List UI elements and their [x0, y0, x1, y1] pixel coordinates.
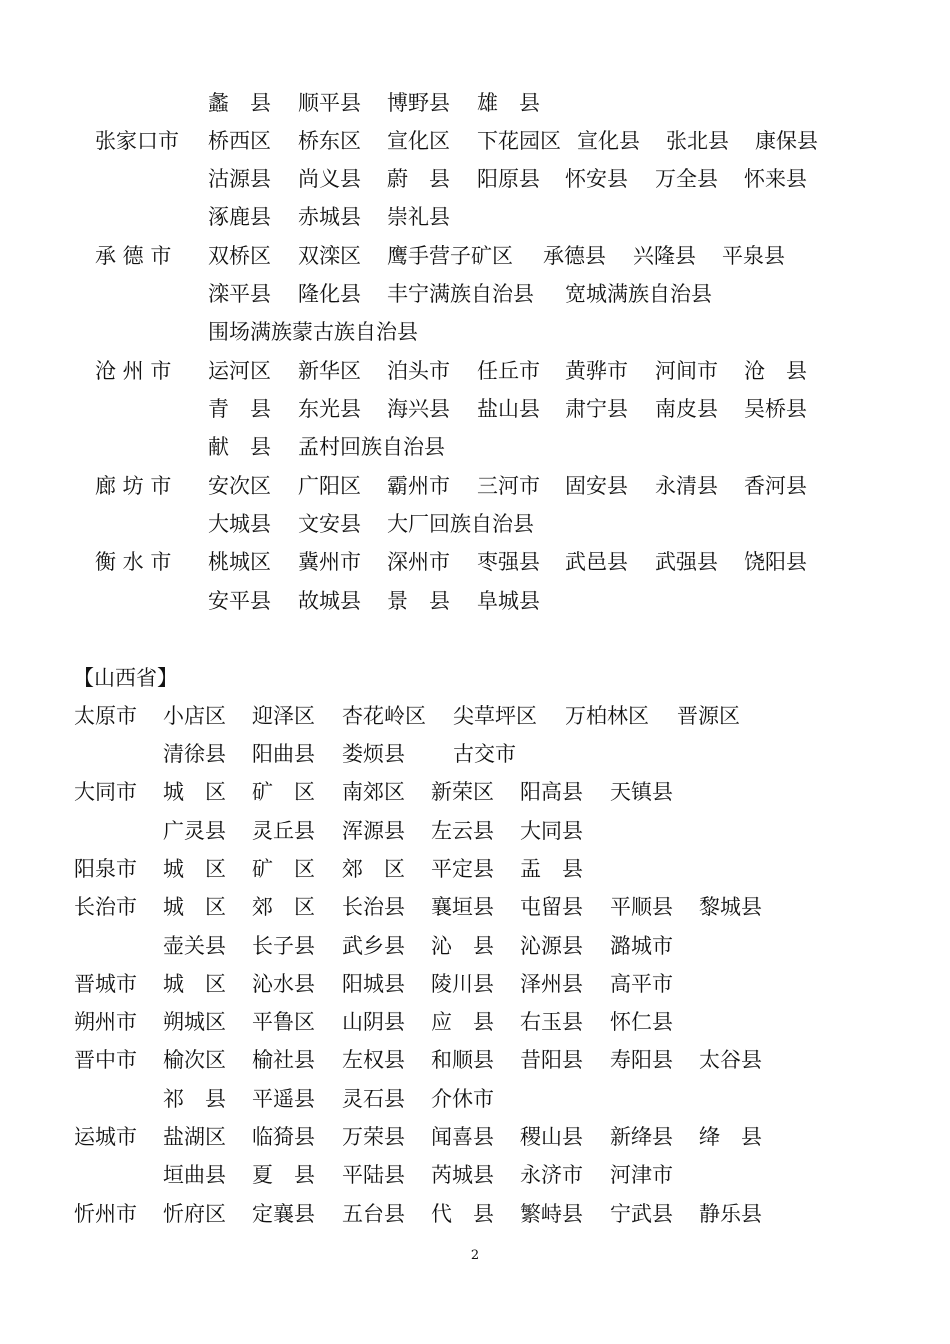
page-number: 2	[470, 1248, 480, 1263]
county-name: 夏 县	[252, 1163, 315, 1187]
county-name: 南郊区	[342, 780, 405, 804]
county-name: 盐湖区	[163, 1125, 226, 1149]
county-name: 河间市	[655, 359, 718, 383]
county-name: 静乐县	[699, 1202, 762, 1226]
county-name: 宽城满族自治县	[565, 282, 712, 306]
county-name: 广阳区	[298, 474, 361, 498]
county-name: 景 县	[387, 589, 450, 613]
city-name: 太原市	[74, 704, 137, 728]
county-name: 怀仁县	[610, 1010, 673, 1034]
county-name: 尖草坪区	[453, 704, 537, 728]
county-name: 迎泽区	[252, 704, 315, 728]
county-name: 河津市	[610, 1163, 673, 1187]
county-name: 故城县	[298, 589, 361, 613]
county-name: 宣化区	[387, 129, 450, 153]
county-name: 深州市	[387, 550, 450, 574]
county-name: 新荣区	[431, 780, 494, 804]
county-name: 双滦区	[298, 244, 361, 268]
county-name: 大同县	[520, 819, 583, 843]
county-name: 晋源区	[677, 704, 740, 728]
county-name: 和顺县	[431, 1048, 494, 1072]
county-name: 围场满族蒙古族自治县	[208, 320, 418, 344]
county-name: 枣强县	[477, 550, 540, 574]
county-name: 杏花岭区	[342, 704, 426, 728]
county-name: 桃城区	[208, 550, 271, 574]
county-name: 尚义县	[298, 167, 361, 191]
county-name: 武邑县	[565, 550, 628, 574]
county-name: 双桥区	[208, 244, 271, 268]
county-name: 桥西区	[208, 129, 271, 153]
province-heading: 【山西省】	[73, 666, 178, 690]
county-name: 介休市	[431, 1087, 494, 1111]
county-name: 榆次区	[163, 1048, 226, 1072]
county-name: 鹰手营子矿区	[387, 244, 513, 268]
county-name: 霸州市	[387, 474, 450, 498]
county-name: 祁 县	[163, 1087, 226, 1111]
county-name: 肃宁县	[565, 397, 628, 421]
county-name: 沧 县	[744, 359, 807, 383]
county-name: 忻府区	[163, 1202, 226, 1226]
county-name: 孟村回族自治县	[298, 435, 445, 459]
county-name: 新绛县	[610, 1125, 673, 1149]
county-name: 阜城县	[477, 589, 540, 613]
county-name: 泽州县	[520, 972, 583, 996]
county-name: 怀来县	[744, 167, 807, 191]
county-name: 饶阳县	[744, 550, 807, 574]
county-name: 左云县	[431, 819, 494, 843]
county-name: 安平县	[208, 589, 271, 613]
county-name: 盐山县	[477, 397, 540, 421]
county-name: 榆社县	[252, 1048, 315, 1072]
county-name: 承德县	[543, 244, 606, 268]
city-name: 晋中市	[74, 1048, 137, 1072]
county-name: 新华区	[298, 359, 361, 383]
county-name: 丰宁满族自治县	[387, 282, 534, 306]
city-name: 运城市	[74, 1125, 137, 1149]
county-name: 香河县	[744, 474, 807, 498]
county-name: 武强县	[655, 550, 718, 574]
county-name: 壶关县	[163, 934, 226, 958]
county-name: 朔城区	[163, 1010, 226, 1034]
county-name: 海兴县	[387, 397, 450, 421]
county-name: 右玉县	[520, 1010, 583, 1034]
city-name: 沧 州 市	[95, 359, 172, 383]
county-name: 宁武县	[610, 1202, 673, 1226]
county-name: 五台县	[342, 1202, 405, 1226]
county-name: 阳原县	[477, 167, 540, 191]
county-name: 康保县	[755, 129, 818, 153]
county-name: 雄 县	[477, 91, 540, 115]
county-name: 永清县	[655, 474, 718, 498]
county-name: 固安县	[565, 474, 628, 498]
county-name: 黎城县	[699, 895, 762, 919]
county-name: 黄骅市	[565, 359, 628, 383]
county-name: 任丘市	[477, 359, 540, 383]
county-name: 大厂回族自治县	[387, 512, 534, 536]
city-name: 廊 坊 市	[95, 474, 172, 498]
county-name: 城 区	[163, 780, 226, 804]
county-name: 稷山县	[520, 1125, 583, 1149]
county-name: 清徐县	[163, 742, 226, 766]
county-name: 郊 区	[252, 895, 315, 919]
county-name: 长治县	[342, 895, 405, 919]
county-name: 寿阳县	[610, 1048, 673, 1072]
county-name: 陵川县	[431, 972, 494, 996]
county-name: 南皮县	[655, 397, 718, 421]
county-name: 定襄县	[252, 1202, 315, 1226]
county-name: 绛 县	[699, 1125, 762, 1149]
county-name: 平陆县	[342, 1163, 405, 1187]
county-name: 东光县	[298, 397, 361, 421]
county-name: 阳城县	[342, 972, 405, 996]
county-name: 沁 县	[431, 934, 494, 958]
county-name: 崇礼县	[387, 205, 450, 229]
county-name: 昔阳县	[520, 1048, 583, 1072]
county-name: 桥东区	[298, 129, 361, 153]
county-name: 垣曲县	[163, 1163, 226, 1187]
city-name: 张家口市	[95, 129, 179, 153]
county-name: 平泉县	[722, 244, 785, 268]
county-name: 万柏林区	[565, 704, 649, 728]
county-name: 平定县	[431, 857, 494, 881]
county-name: 赤城县	[298, 205, 361, 229]
county-name: 三河市	[477, 474, 540, 498]
county-name: 代 县	[431, 1202, 494, 1226]
county-name: 古交市	[453, 742, 516, 766]
county-name: 屯留县	[520, 895, 583, 919]
city-name: 承 德 市	[95, 244, 172, 268]
county-name: 献 县	[208, 435, 271, 459]
county-name: 运河区	[208, 359, 271, 383]
county-name: 平顺县	[610, 895, 673, 919]
county-name: 浑源县	[342, 819, 405, 843]
county-name: 盂 县	[520, 857, 583, 881]
county-name: 青 县	[208, 397, 271, 421]
county-name: 文安县	[298, 512, 361, 536]
city-name: 晋城市	[74, 972, 137, 996]
city-name: 阳泉市	[74, 857, 137, 881]
county-name: 左权县	[342, 1048, 405, 1072]
county-name: 滦平县	[208, 282, 271, 306]
county-name: 沽源县	[208, 167, 271, 191]
county-name: 天镇县	[610, 780, 673, 804]
county-name: 芮城县	[431, 1163, 494, 1187]
county-name: 阳曲县	[252, 742, 315, 766]
county-name: 涿鹿县	[208, 205, 271, 229]
county-name: 兴隆县	[633, 244, 696, 268]
county-name: 怀安县	[565, 167, 628, 191]
county-name: 蠡 县	[208, 91, 271, 115]
county-name: 高平市	[610, 972, 673, 996]
county-name: 郊 区	[342, 857, 405, 881]
county-name: 吴桥县	[744, 397, 807, 421]
county-name: 临猗县	[252, 1125, 315, 1149]
county-name: 长子县	[252, 934, 315, 958]
county-name: 张北县	[666, 129, 729, 153]
county-name: 武乡县	[342, 934, 405, 958]
county-name: 繁峙县	[520, 1202, 583, 1226]
county-name: 潞城市	[610, 934, 673, 958]
county-name: 冀州市	[298, 550, 361, 574]
county-name: 灵丘县	[252, 819, 315, 843]
county-name: 下花园区	[477, 129, 561, 153]
county-name: 安次区	[208, 474, 271, 498]
county-name: 城 区	[163, 972, 226, 996]
county-name: 城 区	[163, 857, 226, 881]
county-name: 矿 区	[252, 857, 315, 881]
county-name: 矿 区	[252, 780, 315, 804]
county-name: 沁水县	[252, 972, 315, 996]
county-name: 沁源县	[520, 934, 583, 958]
county-name: 小店区	[163, 704, 226, 728]
county-name: 隆化县	[298, 282, 361, 306]
county-name: 万荣县	[342, 1125, 405, 1149]
county-name: 大城县	[208, 512, 271, 536]
county-name: 平遥县	[252, 1087, 315, 1111]
county-name: 万全县	[655, 167, 718, 191]
county-name: 襄垣县	[431, 895, 494, 919]
county-name: 平鲁区	[252, 1010, 315, 1034]
city-name: 衡 水 市	[95, 550, 172, 574]
county-name: 博野县	[387, 91, 450, 115]
county-name: 广灵县	[163, 819, 226, 843]
city-name: 朔州市	[74, 1010, 137, 1034]
county-name: 蔚 县	[387, 167, 450, 191]
county-name: 泊头市	[387, 359, 450, 383]
county-name: 城 区	[163, 895, 226, 919]
county-name: 宣化县	[577, 129, 640, 153]
city-name: 长治市	[74, 895, 137, 919]
county-name: 娄烦县	[342, 742, 405, 766]
county-name: 阳高县	[520, 780, 583, 804]
county-name: 闻喜县	[431, 1125, 494, 1149]
county-name: 永济市	[520, 1163, 583, 1187]
county-name: 太谷县	[699, 1048, 762, 1072]
county-name: 山阴县	[342, 1010, 405, 1034]
city-name: 忻州市	[74, 1202, 137, 1226]
city-name: 大同市	[74, 780, 137, 804]
county-name: 应 县	[431, 1010, 494, 1034]
county-name: 顺平县	[298, 91, 361, 115]
county-name: 灵石县	[342, 1087, 405, 1111]
